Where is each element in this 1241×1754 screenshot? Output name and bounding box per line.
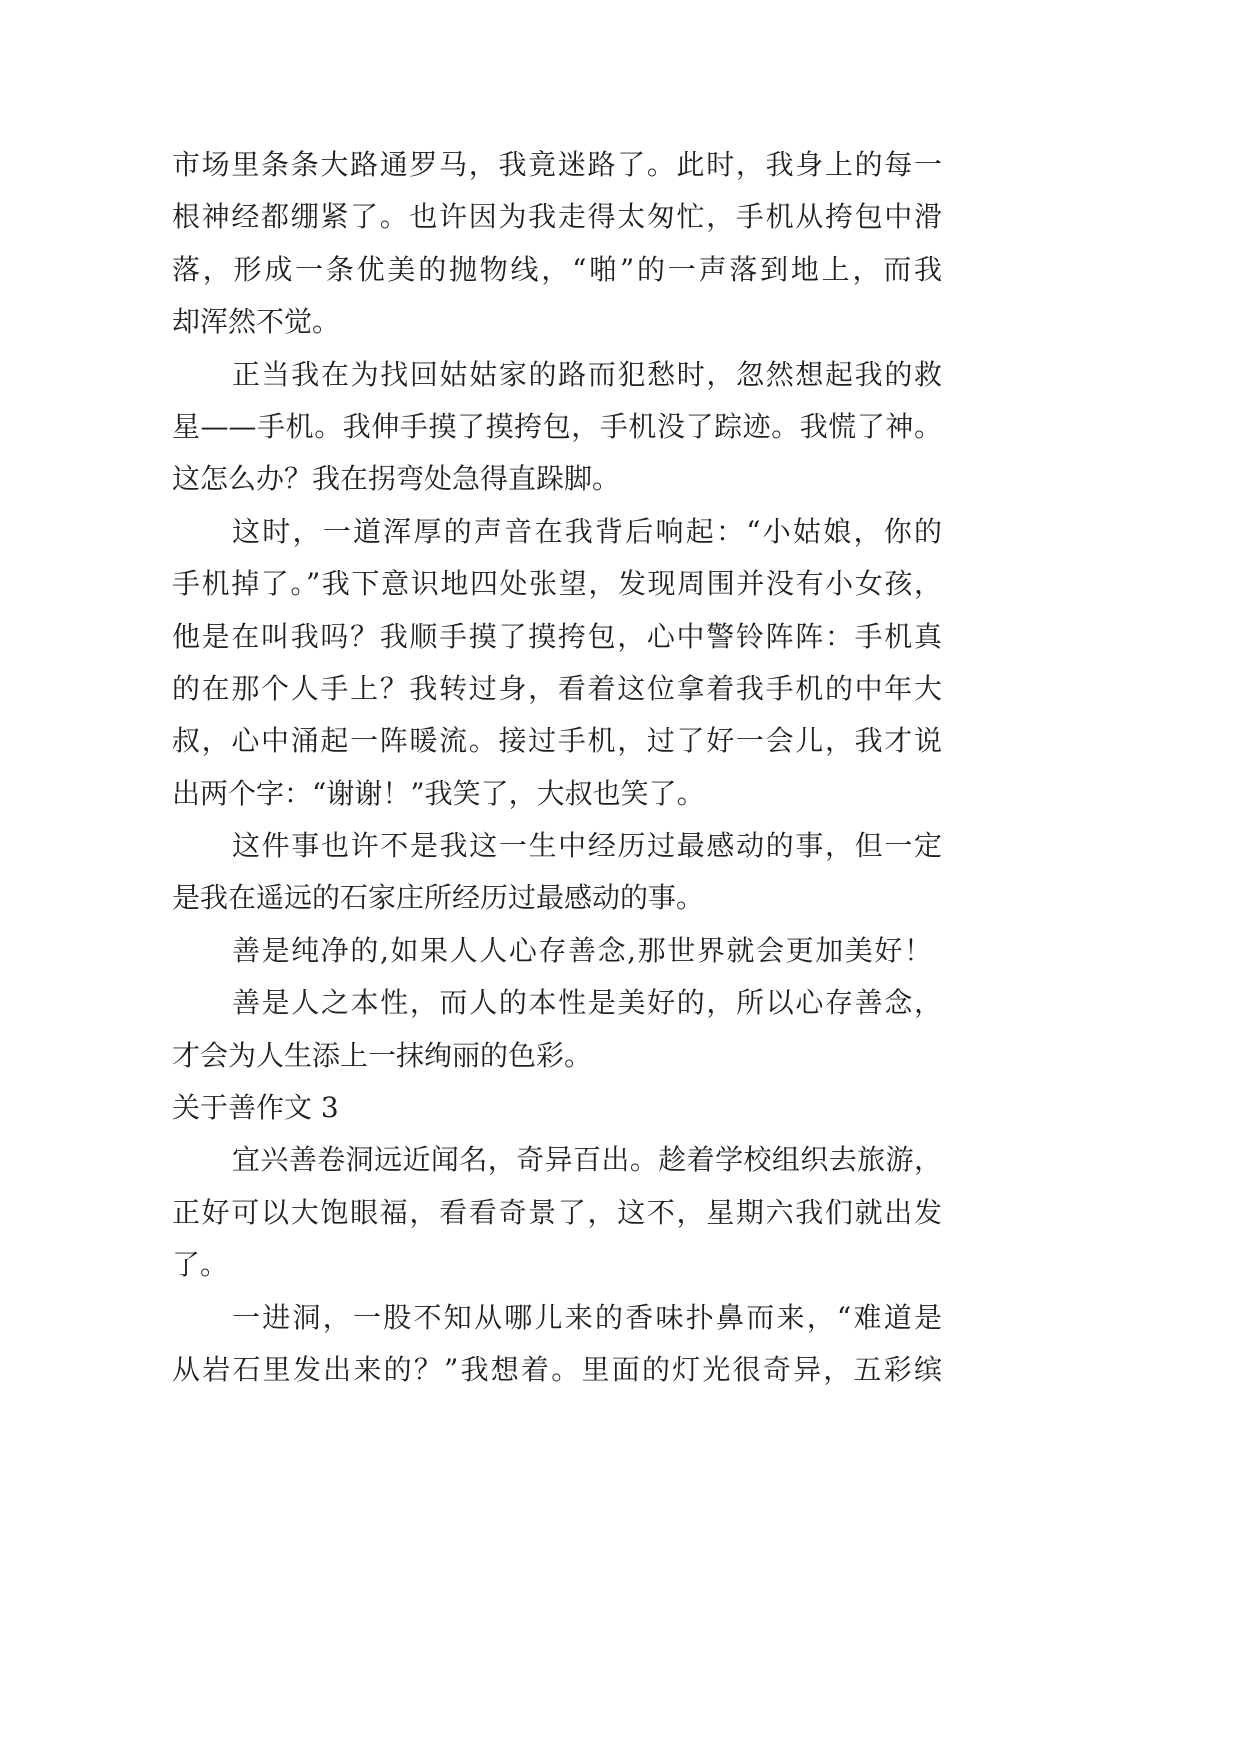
paragraph [172,139,942,349]
text-line: 一进洞，一股不知从哪儿来的香味扑鼻而来，“难道是 [232,1300,942,1334]
text-line: 叔，心中涌起一阵暖流。接过手机，过了好一会儿，我才说 [172,724,942,758]
paragraph [172,349,942,506]
text-line: 手机掉了。”我下意识地四处张望，发现周围并没有小女孩， [172,567,942,601]
text-line: 这怎么办？我在拐弯处急得直跺脚。 [172,462,621,496]
text-line: 宜兴善卷洞远近闻名，奇异百出。趁着学校组织去旅游， [232,1143,942,1177]
text-line: 正好可以大饱眼福，看看奇景了，这不，星期六我们就出发 [172,1195,942,1229]
text-line: 从岩石里发出来的？”我想着。里面的灯光很奇异，五彩缤 [172,1352,942,1386]
text-line: 这时，一道浑厚的声音在我背后响起：“小姑娘，你的 [232,514,942,548]
text-line: 善是纯净的,如果人人心存善念,那世界就会更加美好！ [232,933,932,967]
text-line: 市场里条条大路通罗马，我竟迷路了。此时，我身上的每一 [172,148,942,181]
text-line: 星——手机。我伸手摸了摸挎包，手机没了踪迹。我慌了神。 [172,409,942,443]
text-line: 他是在叫我吗？我顺手摸了摸挎包，心中警铃阵阵：手机真 [172,619,942,653]
text-line: 正当我在为找回姑姑家的路而犯愁时，忽然想起我的救 [232,357,942,391]
paragraph [172,925,942,977]
text-line: 才会为人生添上一抹绚丽的色彩。 [172,1038,593,1072]
text-line: 出两个字：“谢谢！”我笑了，大叔也笑了。 [172,776,705,810]
section-title: 关于善作文 3 [172,1091,339,1125]
text-line: 根神经都绷紧了。也许因为我走得太匆忙，手机从挎包中滑 [172,200,942,234]
text-line: 了。 [172,1248,229,1282]
text-line: 的在那个人手上？我转过身，看着这位拿着我手机的中年大 [172,671,942,705]
paragraph [172,977,942,1082]
paragraph [172,506,942,820]
text-line: 却浑然不觉。 [172,305,341,339]
text-line: 这件事也许不是我这一生中经历过最感动的事，但一定 [232,829,942,863]
text-line: 善是人之本性，而人的本性是美好的，所以心存善念， [232,986,942,1020]
paragraph [172,820,942,925]
text-line: 落，形成一条优美的抛物线，“啪”的一声落到地上，而我 [172,252,942,286]
paragraph [172,1134,942,1291]
paragraph [172,1292,942,1397]
text-line: 是我在遥远的石家庄所经历过最感动的事。 [172,881,705,915]
document-body [172,139,942,1396]
